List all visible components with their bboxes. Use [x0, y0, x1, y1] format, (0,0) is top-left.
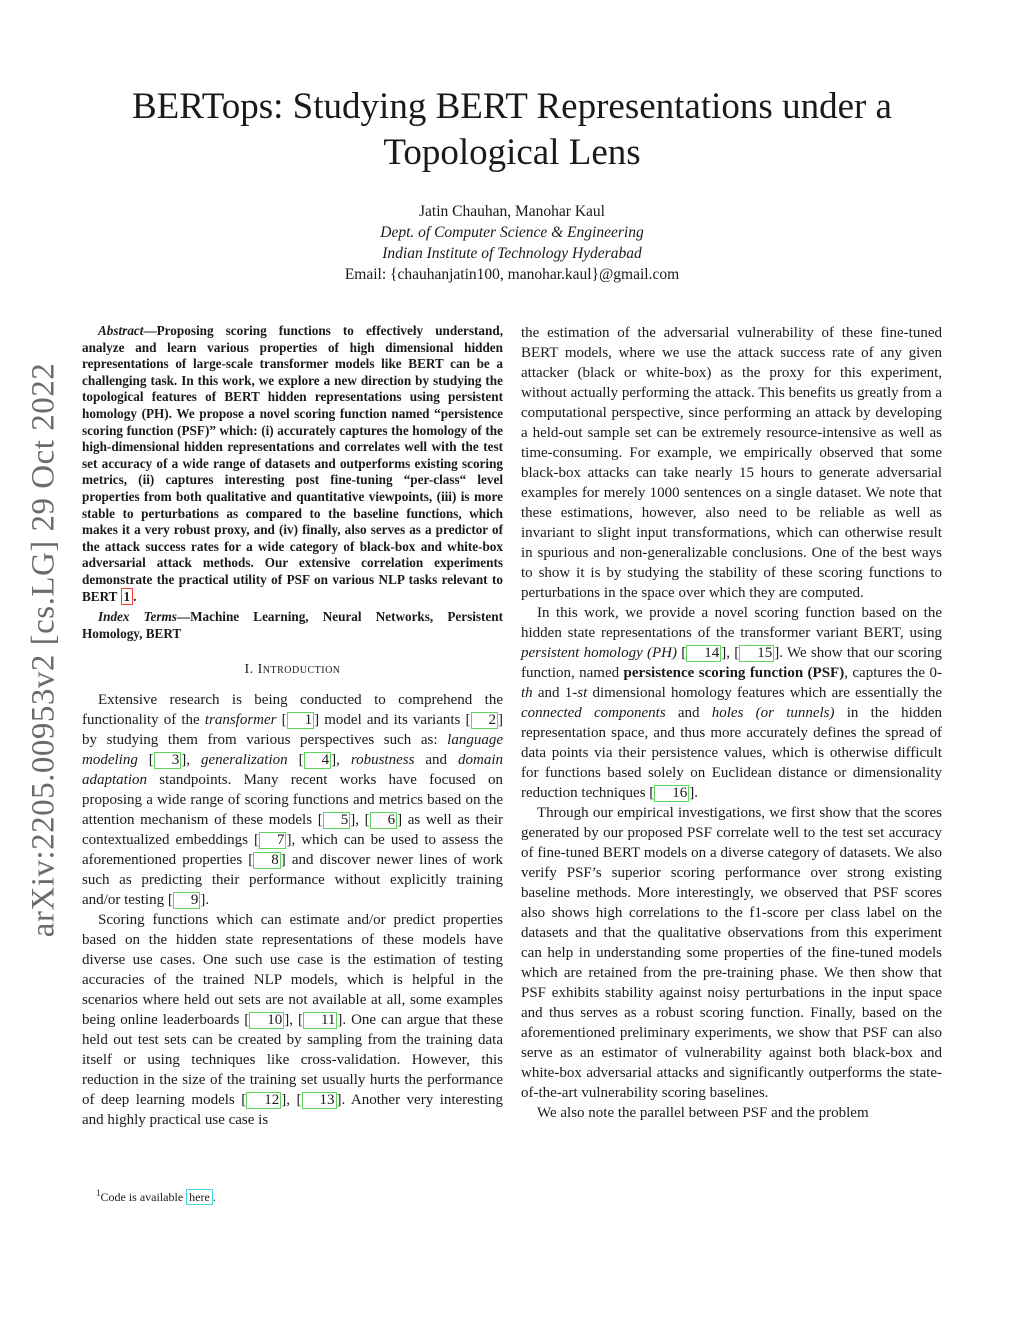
citation-link[interactable]: 14: [686, 645, 721, 662]
section-number: I.: [244, 662, 254, 678]
text-run: as well as their contextualized embeddings: [82, 812, 503, 849]
index-terms-lead: Index Terms: [98, 609, 177, 625]
title-line-1: BERTops: Studying BERT Representations under a: [132, 86, 892, 127]
footnote-ref-link[interactable]: 1: [121, 588, 134, 605]
author-department: Dept. of Computer Science & Engineering: [380, 224, 644, 241]
bold-term: persistence scoring function (PSF): [623, 665, 845, 681]
citation-link[interactable]: 2: [471, 712, 499, 729]
right-paragraph-2: In this work, we provide a novel scoring function based on the hidden state representations of the transformer variant BERT, using persistent homology (PH) [ 14 ], [ 15 ]. We show that our scoring function, named persistence scoring function (PSF), captures the 0-th and 1-st dimensional homology features which are essentially the connected components and holes (or tunnels) in the hidden representation space, and thus more accurately defines the spread of data points via their persistence values, which is otherwise difficult for functions based solely on Euclidean distance or dimensionality reduction techniques [ 16 ].: [521, 605, 942, 801]
text-run: ,: [186, 752, 201, 769]
text-run: Extensive research is being conducted to comprehend the functionality of the: [82, 692, 503, 729]
emphasis: holes (or tunnels): [711, 705, 835, 721]
footnote-end: .: [212, 1190, 216, 1204]
emphasis: transformer: [204, 712, 277, 729]
author-names: Jatin Chauhan, Manohar Kaul: [419, 203, 605, 220]
citation-link[interactable]: 16: [654, 785, 689, 802]
citation-link[interactable]: 11: [303, 1012, 337, 1029]
emphasis: robustness: [350, 752, 415, 769]
text-run: dimensional homology features which are essentially the: [587, 685, 942, 701]
right-paragraph-4: We also note the parallel between PSF and the problem: [537, 1105, 869, 1121]
citation-link[interactable]: 9: [173, 892, 201, 909]
emphasis: connected components: [521, 705, 666, 721]
abstract-end: .: [133, 588, 137, 604]
citation-link[interactable]: 5: [323, 812, 351, 829]
text-run: by studying them from various perspectives such as:: [82, 732, 448, 749]
citation-link[interactable]: 10: [249, 1012, 284, 1029]
citation-link[interactable]: 4: [304, 752, 332, 769]
citation-link[interactable]: 1: [287, 712, 315, 729]
text-run: . One can argue that these held out test sets can be created by sampling from the training data itself or using techniques like cross-validation. However, this reduction in the size of the training set usually hurts the performance of deep learning models: [82, 1012, 503, 1109]
title-line-2: Topological Lens: [383, 132, 641, 173]
citation-link[interactable]: 3: [154, 752, 182, 769]
left-column: [82, 323, 503, 1130]
abstract-text: —Proposing scoring functions to effectively understand, analyze and learn various properties of high dimensional hidden representations of large-scale transformer models like BERT can be a challenging task. In this work, we explore a new direction by studying the topological features of BERT hidden representations using persistent homology (PH). We propose a novel scoring function named “persistence scoring function (PSF)” which: (i) accurately captures the homology of the high-dimensional hidden representations and correlates well with the test set accuracy of a wide range of datasets and outperforms existing scoring metrics, (ii) captures interesting post fine-tuning “per-class“ level properties from both qualitative and quantitative viewpoints, (iii) is more stable to perturbations as compared to the baseline functions, which makes it a very robust proxy, and (iv) finally, also serves as a predictor of the attack success rates for a wide category of black-box and white-box adversarial attack methods. Our extensive correlation experiments demonstrate the practical utility of PSF on various NLP tasks relevant to BERT: [82, 323, 503, 604]
section-heading-introduction: [82, 662, 503, 678]
right-paragraph-3: Through our empirical investigations, we first show that the scores generated by our proposed PSF correlate well to the test set accuracy of fine-tuned BERT models on a diverse category of datasets. We also verify PSF’s superior scoring performance over strong existing baseline methods. More interestingly, we observed that PSF scores also shows high correlations to the f1-score per class label on the datasets and that the qualitative observations from this experiment can help in understanding some properties of the fine-tuned models which are retained from the pre-training phase. We then show that PSF exhibits stability against noisy perturbations in the input space and thus serves as a robust scoring function. Finally, based on the aforementioned preliminary experiments, we show that PSF can also serve as an estimator of vulnerability against both black-box and white-box adversarial attacks and significantly outperforms the state-of-the-art vulnerability scoring baselines.: [521, 805, 942, 1101]
text-run: ,: [355, 812, 365, 829]
index-terms-text: —Machine Learning, Neural Networks, Persistent Homology, BERT: [82, 609, 503, 641]
right-paragraph-1: the estimation of the adversarial vulnerability of these fine-tuned BERT models, where we use the attack success rate of any given attacker (black or white-box) as the proxy for this experiment, without actually performing the attack. This benefits us greatly from a computational perspective, since performing an attack by developing a held-out sample set can be extremely resource-intensive as well as time-consuming. For example, we empirically observed that some black-box attacks can take nearly 15 hours to generate adversarial examples for merely 1000 sentences on a single dataset. We note that these estimations, however, also need to be reliable as well as invariant to slight input transformations, which can otherwise result in spurious and non-generalizable conclusions. One of the best ways to show it is by studying the stability of these scoring functions to perturbations in the space over which they are computed.: [521, 325, 942, 601]
text-run: . Another very interesting and highly practical use case is: [82, 1092, 504, 1129]
emphasis: persistent homology (PH): [521, 645, 677, 661]
text-run: ,: [289, 1012, 298, 1029]
author-block: [112, 201, 912, 285]
code-link[interactable]: here: [186, 1189, 213, 1205]
emphasis: domain adaptation: [82, 752, 503, 789]
text-run: and: [665, 705, 712, 721]
emphasis: st: [577, 685, 588, 701]
text-run: In this work, we provide a novel scoring function based on the hidden state representations of the transformer variant BERT, using: [521, 605, 942, 641]
text-run: ,: [726, 645, 735, 661]
text-run: Scoring functions which can estimate and/or predict properties based on the hidden state representations of these models have diverse use cases. One such use case is the estimation of testing accuracies of the trained NLP models, which is helpful in the scenarios where held out sets are not available at all, some examples being online leaderboards: [82, 912, 503, 1029]
citation-link[interactable]: 12: [246, 1092, 281, 1109]
citation-link[interactable]: 15: [739, 645, 774, 662]
text-run: and 1-: [532, 685, 578, 701]
intro-paragraph-1: Extensive research is being conducted to comprehend the functionality of the transformer [ 1 ] model and its variants [ 2 ] by studying them from various perspectives such as: language modeling [ 3 ], generalization [ 4 ], robustness and domain adaptation standpoints. Many recent works have focused on proposing a wide range of scoring functions and metrics based on the attention mechanism of these models [ 5 ], [ 6 ] as well as their contextualized embeddings [ 7 ], which can be used to assess the aforementioned properties [ 8 ] and discover newer lines of work such as predicting their performance without explicitly training and/or testing [ 9 ].: [82, 692, 504, 909]
text-run: , which can be used to assess the aforementioned properties: [82, 832, 503, 869]
text-run: .: [694, 785, 699, 801]
text-run: . We show that our scoring function, named: [521, 645, 942, 681]
paper-title: [80, 84, 944, 176]
text-run: ,: [336, 752, 351, 769]
emphasis: language modeling: [82, 732, 503, 769]
footnote-mark: 1: [96, 1188, 101, 1198]
intro-paragraph-2: Scoring functions which can estimate and/or predict properties based on the hidden state representations of these models have diverse use cases. One such use case is the estimation of testing accuracies of the trained NLP models, which is helpful in the scenarios where held out sets are not available at all, some examples being online leaderboards [ 10 ], [ 11 ]. One can argue that these held out test sets can be created by sampling from the training data itself or using techniques like cross-validation. However, this reduction in the size of the training set usually hurts the performance of deep learning models [ 12 ], [ 13 ]. Another very interesting and highly practical use case is: [82, 912, 504, 1129]
text-run: model and its variants: [319, 712, 466, 729]
author-email: Email: {chauhanjatin100, manohar.kaul}@gmail.com: [344, 266, 680, 283]
section-title: Introduction: [257, 662, 341, 678]
emphasis: generalization: [200, 752, 288, 769]
author-institute: Indian Institute of Technology Hyderabad: [382, 245, 642, 262]
right-column: [521, 323, 942, 1123]
text-run: in the hidden representation space, and thus more accurately defines the spread of data points via their persistence values, which is otherwise difficult for functions based solely on Euclidean distance or dimensionality reduction techniques: [521, 705, 942, 801]
footnote: [96, 1186, 216, 1205]
footnote-text: Code is available: [100, 1190, 187, 1204]
abstract: [82, 323, 503, 605]
text-run: and discover newer lines of work such as predicting their performance without explicitly training and/or testing: [82, 852, 503, 909]
citation-link[interactable]: 8: [253, 852, 281, 869]
citation-link[interactable]: 13: [302, 1092, 337, 1109]
text-run: .: [205, 892, 210, 909]
arxiv-identifier-stamp: arXiv:2205.00953v2 [cs.LG] 29 Oct 2022: [25, 362, 62, 938]
citation-link[interactable]: 7: [259, 832, 287, 849]
abstract-lead: Abstract: [98, 323, 144, 338]
index-terms: [82, 609, 503, 642]
text-run: , captures the 0-: [844, 665, 942, 681]
text-run: ,: [286, 1092, 297, 1109]
citation-link[interactable]: 6: [370, 812, 398, 829]
text-run: standpoints. Many recent works have focused on proposing a wide range of scoring functions and metrics based on the attention mechanism of these models: [82, 772, 503, 829]
emphasis: th: [521, 685, 533, 701]
text-run: and: [414, 752, 458, 769]
